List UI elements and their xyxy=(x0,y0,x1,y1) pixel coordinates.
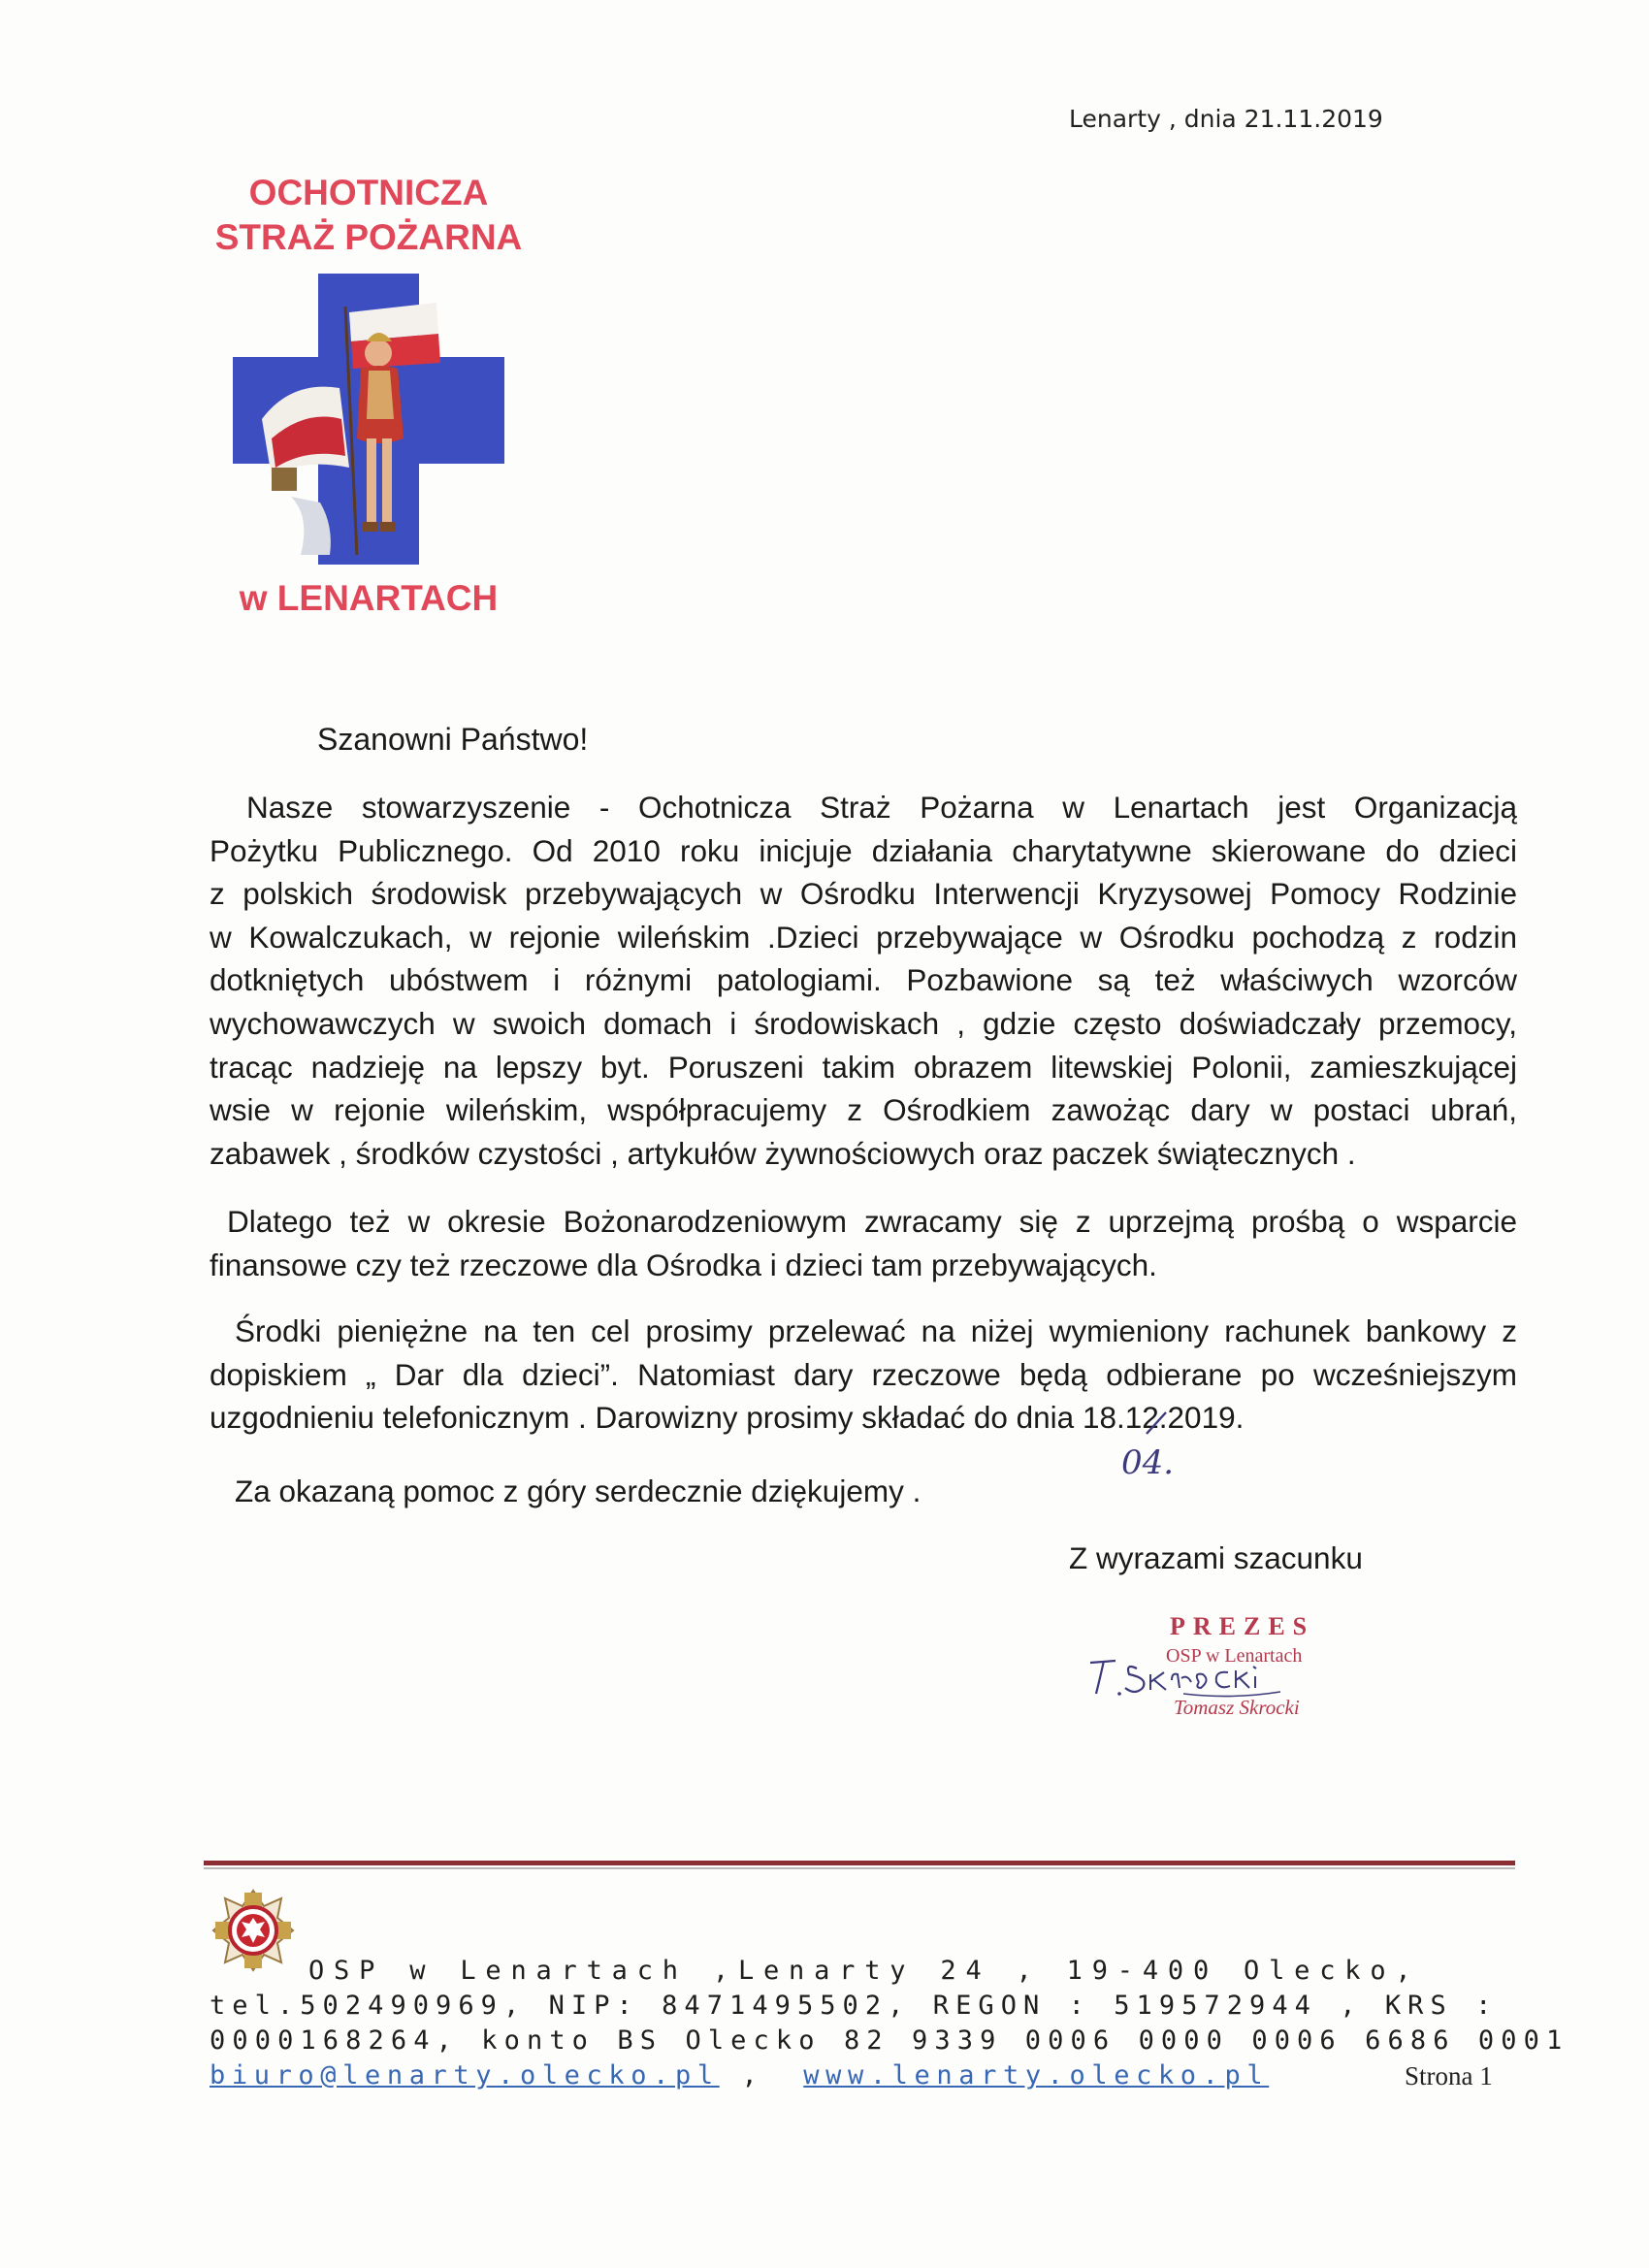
org-name-line1: OCHOTNICZA xyxy=(248,173,489,212)
paragraph-line: Pożytku Publicznego. Od 2010 roku inicjuje działania charytatywne skierowane do dzieci xyxy=(210,832,1517,868)
paragraph-line: w Kowalczukach, w rejonie wileńskim .Dzieci przebywające w Ośrodku pochodzą z rodzin xyxy=(210,919,1517,955)
email-link[interactable]: biuro@lenarty.olecko.pl xyxy=(210,2060,720,2090)
paragraph-line: Nasze stowarzyszenie - Ochotnicza Straż Pożarna w Lenartach jest Organizacją xyxy=(246,790,1517,825)
org-location-heading: w LENARTACH xyxy=(239,578,499,618)
footer-divider xyxy=(204,1861,1515,1865)
st-florian-cross-logo xyxy=(233,274,504,565)
letter-paragraph-3 xyxy=(210,1310,1517,1440)
paragraph-line: wychowawczych w swoich domach i środowiskach , gdzie często doświadczały przemocy, xyxy=(210,1005,1517,1041)
paragraph-line: wsie w rejonie wileńskim, współpracujemy z Ośrodkiem zawożąc dary w postaci ubrań, xyxy=(210,1092,1517,1128)
fire-brigade-emblem-icon xyxy=(210,1887,297,1974)
paragraph-line: dopiskiem „ Dar dla dzieci”. Natomiast dary rzeczowe będą odbierane po wcześniejszym xyxy=(210,1356,1517,1392)
footer-address: OSP w Lenartach ,Lenarty 24 , 19-400 Olecko, xyxy=(308,1956,1421,1986)
stamp-org: OSP w Lenartach xyxy=(1166,1645,1303,1667)
handwritten-date-correction: 04. xyxy=(1121,1443,1175,1482)
handwritten-strike-mark xyxy=(1145,1409,1168,1438)
letter-closing: Z wyrazami szacunku xyxy=(1069,1540,1363,1575)
link-separator: , xyxy=(719,2060,787,2090)
paragraph-line: tracąc nadzieję na lepszy byt. Poruszeni takim obrazem litewskiej Polonii, zamieszkującej xyxy=(210,1049,1517,1085)
paragraph-line: dotkniętych ubóstwem i różnymi patologiami. Pozbawione są też właściwych wzorców xyxy=(210,962,1517,998)
paragraph-line: uzgodnieniu telefonicznym . Darowizny prosimy składać do dnia 18.12.2019. xyxy=(210,1400,1245,1436)
stamp-name: Tomasz Skrocki xyxy=(1174,1696,1300,1719)
org-name-line2: STRAŻ POŻARNA xyxy=(214,217,523,257)
letter-paragraph-4 xyxy=(235,1470,1542,1513)
stamp-title: PREZES xyxy=(1170,1612,1315,1640)
letter-date: Lenarty , dnia 21.11.2019 xyxy=(1069,105,1383,133)
paragraph-line: zabawek , środków czystości , artykułów żywnościowych oraz paczek świątecznych . xyxy=(210,1135,1356,1171)
handwritten-signature xyxy=(1086,1649,1310,1707)
page-number: Strona 1 xyxy=(1405,2061,1493,2090)
letter-paragraph-2 xyxy=(210,1200,1517,1286)
footer-contact-links xyxy=(210,2060,1269,2090)
paragraph-line: Dlatego też w okresie Bożonarodzeniowym zwracamy się z uprzejmą prośbą o wsparcie xyxy=(227,1204,1517,1239)
org-name-heading xyxy=(194,171,543,260)
paragraph-line: finansowe czy też rzeczowe dla Ośrodka i dzieci tam przebywających. xyxy=(210,1247,1157,1282)
letter-greeting: Szanowni Państwo! xyxy=(317,722,589,757)
footer-bank-account: 0000168264, konto BS Olecko 82 9339 0006 0000 0006 6686 0001 xyxy=(210,2025,1569,2056)
footer-identifiers: tel.502490969, NIP: 8471495502, REGON : 519572944 , KRS : xyxy=(210,1991,1499,2021)
paragraph-line: z polskich środowisk przebywających w Ośrodku Interwencji Kryzysowej Pomocy Rodzinie xyxy=(210,876,1517,912)
website-link[interactable]: www.lenarty.olecko.pl xyxy=(803,2060,1270,2090)
paragraph-line: Środki pieniężne na ten cel prosimy przelewać na niżej wymieniony rachunek bankowy z xyxy=(235,1313,1517,1348)
footer-divider-shadow xyxy=(204,1867,1515,1869)
paragraph-line: Za okazaną pomoc z góry serdecznie dziękujemy . xyxy=(235,1474,922,1508)
letter-paragraph-1 xyxy=(210,786,1517,1175)
